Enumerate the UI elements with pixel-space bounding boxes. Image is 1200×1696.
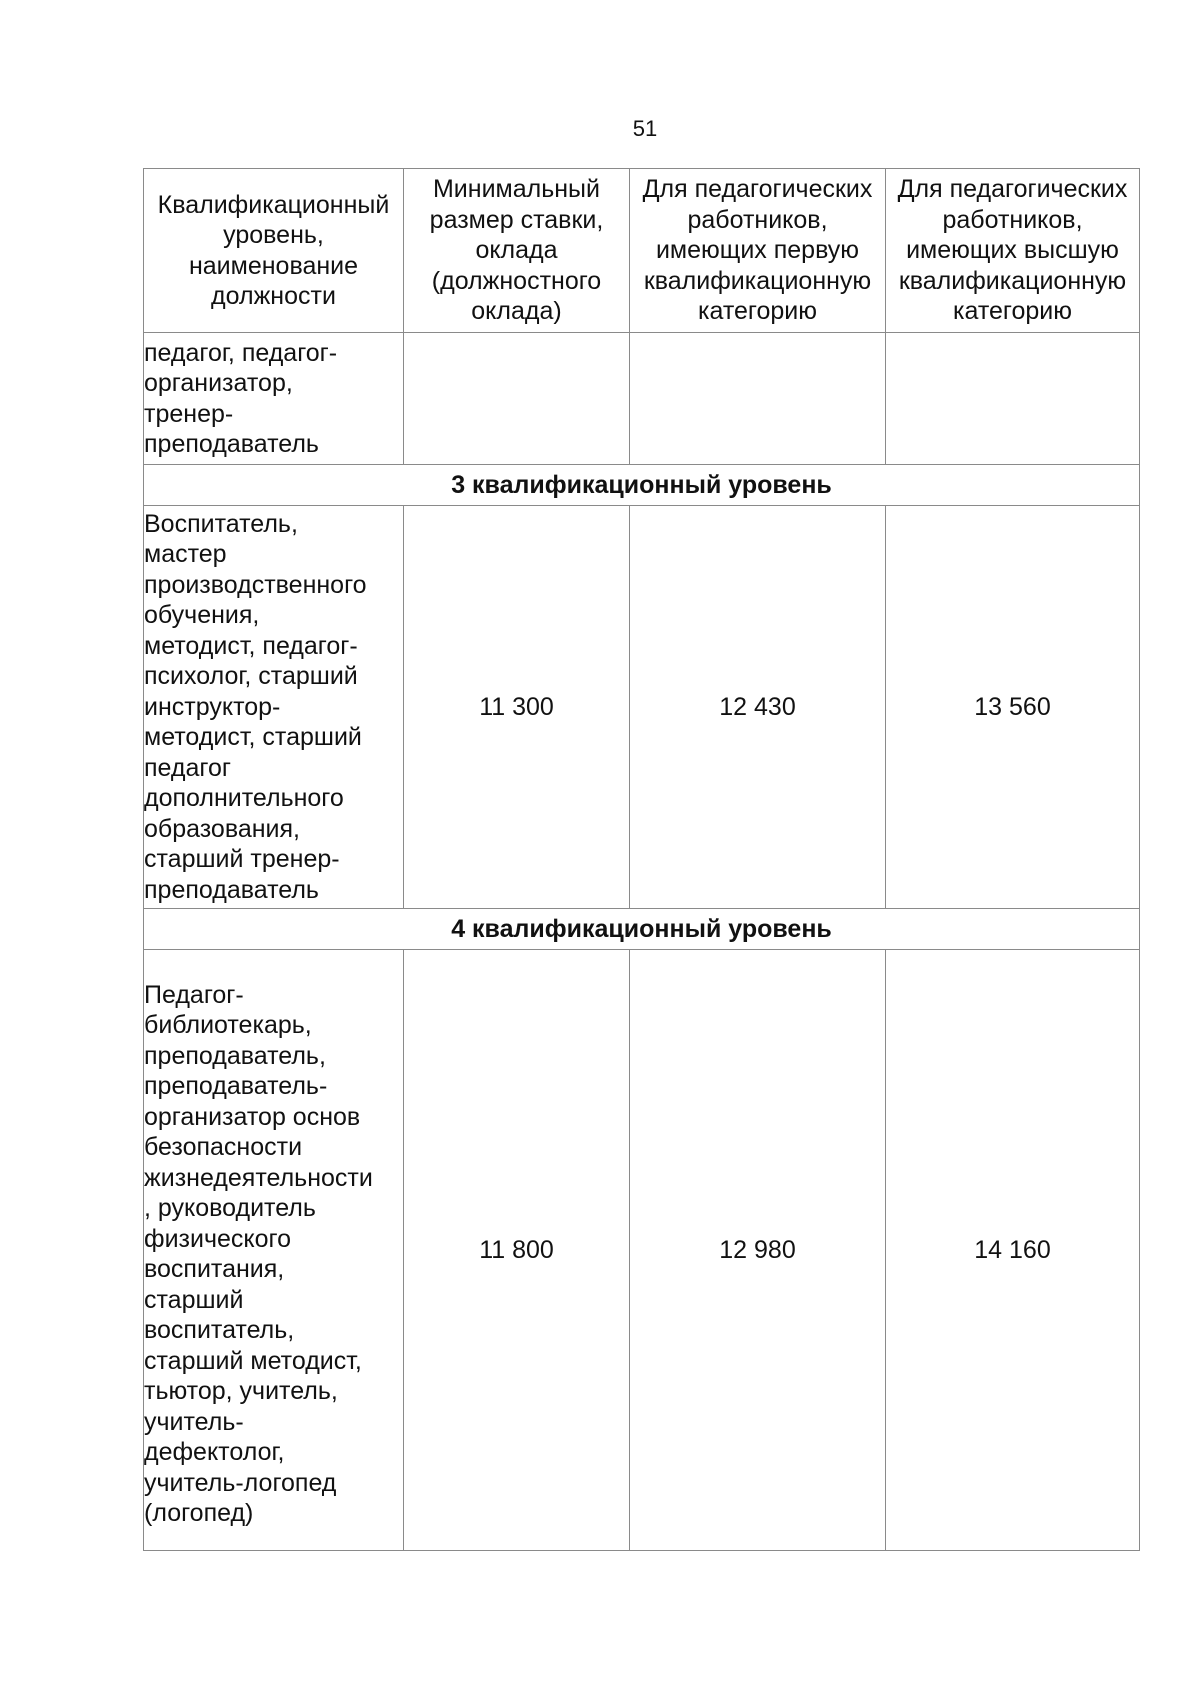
min-salary-cell: 11 800 [404, 950, 630, 1551]
header-first-category-column [630, 169, 886, 333]
highest-category-cell: 13 560 [886, 506, 1140, 909]
table-row [144, 333, 1140, 465]
position-cell: Педагог- библиотекарь, преподаватель, преподаватель- организатор основ безопасности жизнедеятельности , руководитель физического воспитания, старший воспитатель, старший методист, тьютор, учитель, учитель- дефектолог, учитель-логопед (логопед) [144, 950, 404, 1551]
highest-category-cell [886, 333, 1140, 465]
level-heading-row [144, 909, 1140, 950]
header-first-category-label: Для педагогических работников, имеющих первую квалификационную категорию [642, 175, 873, 326]
table-row [144, 506, 1140, 909]
header-min-salary-column [404, 169, 630, 333]
salary-table [143, 168, 1140, 1551]
highest-category-cell: 14 160 [886, 950, 1140, 1551]
page-number: 51 [632, 116, 658, 141]
header-min-salary-label: Минимальный размер ставки, оклада (должностного оклада) [429, 175, 604, 326]
level-heading-row [144, 465, 1140, 506]
min-salary-cell: 11 300 [404, 506, 630, 909]
position-cell: Воспитатель, мастер производственного обучения, методист, педагог- психолог, старший инструктор- методист, старший педагог дополнительного образования, старший тренер- преподаватель [144, 506, 404, 909]
table-row [144, 950, 1140, 1551]
first-category-cell [630, 333, 886, 465]
header-position-column [144, 169, 404, 333]
min-salary-cell [404, 333, 630, 465]
first-category-cell: 12 430 [630, 506, 886, 909]
header-position-label: Квалификационный уровень, наименование должности [157, 190, 390, 310]
table-header-row [144, 169, 1140, 333]
level-heading: 4 квалификационный уровень [144, 909, 1140, 950]
level-heading: 3 квалификационный уровень [144, 465, 1140, 506]
first-category-cell: 12 980 [630, 950, 886, 1551]
header-highest-category-label: Для педагогических работников, имеющих высшую квалификационную категорию [897, 175, 1128, 326]
position-cell: педагог, педагог- организатор, тренер- преподаватель [144, 333, 404, 465]
header-highest-category-column [886, 169, 1140, 333]
